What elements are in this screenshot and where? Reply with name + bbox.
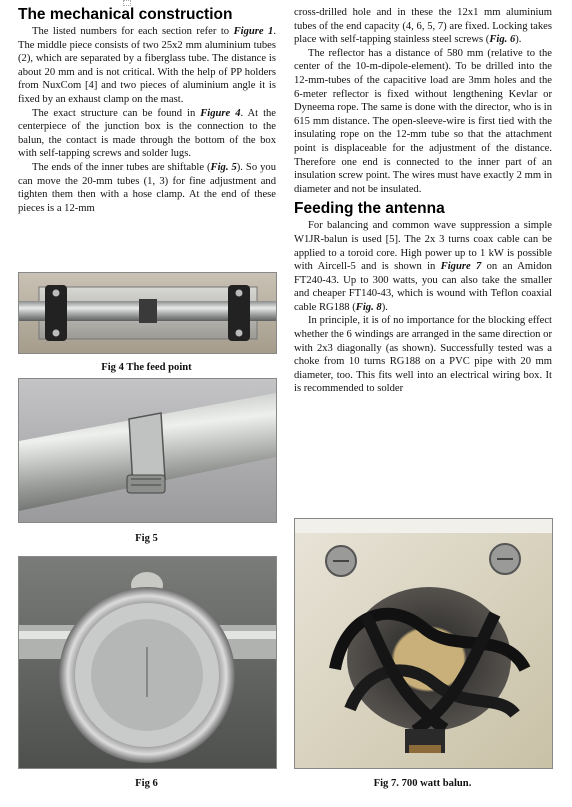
fig4-caption: Fig 4 The feed point xyxy=(101,362,192,373)
figure-ref: Fig. 8 xyxy=(355,301,382,313)
paragraph-continued: cross-drilled hole and in these the 12x1 mm aluminium tubes of the end capacity (4, 6, 5, 7) are fixed. Locking takes place with self-tapping stainless steel screws (Fig. 6). xyxy=(294,7,552,46)
figure-ref: Figure 7 xyxy=(440,261,482,273)
section-heading-mechanical: The mechanical construction xyxy=(18,6,233,23)
hose-clamp-photo xyxy=(18,378,277,523)
figure-ref: Figure 1 xyxy=(233,26,274,37)
paragraph-reflector: The reflector has a distance of 580 mm (relative to the center of the 10-m-dipole-element). To be drilled into the 12-mm-tubes of the capacitive load are 3mm holes and the 6-meter reflector is fixed without lengthening Kevlar or Dyneema rope. The same is done with the director, who is in 615 mm distance. The open-sleeve-wire is first tied with the insulating rope on the 12-mm tube so that the attachment point is displaceable for the adjustment of the distance. Therefore one end is connected to the inner part of an insulation screw point. The wires must have exactly 2 mm in diameter and not be insulated. xyxy=(294,47,552,195)
left-column xyxy=(18,6,276,215)
fig7-caption: Fig 7. 700 watt balun. xyxy=(373,778,472,789)
paragraph-windings: In principle, it is of no importance for the blocking effect whether the 6 windings are arranged in the same direction or with 2x3 diagonally (as shown). Successfully tested was a choke from 10 turns RG188 on a PVC pipe with 20 mm diameter, too. This fits well into an electrical wiring box. It is recommended to solder xyxy=(294,315,552,395)
paragraph-structure: The exact structure can be found in Figure 4. At the centerpiece of the junction box is the connection to the balun, the contact is made through the bottom of the box with self-tapping screws and solder lugs. xyxy=(18,107,277,160)
paragraph-balun: For balancing and common wave suppression a simple W1JR-balun is used [5]. The 2x 3 turns coax cable can be applied to a toroid core. High power up to 1 kW is possible with Aircell-5 and is shown in Figure 7 on an Amidon FT240-43. Up to 300 watts, you can also take the smaller and cheaper FT140-43, which is wound with Teflon coaxial cable RG188 (Fig. 8). xyxy=(294,220,552,313)
right-column xyxy=(294,6,552,396)
paragraph-intro: The listed numbers for each section refer to Figure 1. The middle piece consists of two 25x2 mm aluminium tubes (2), which are separated by a fiberglass tube. The distance is about 20 mm and is not critical. With the help of PP holders from NuxCom [4] and two pieces of aluminium angle it is fixed by an exhaust clamp on the mast. xyxy=(18,26,276,105)
figure-ref: Fig. 6 xyxy=(489,34,516,46)
figure-ref: Figure 4 xyxy=(200,107,241,119)
toroid-balun-photo xyxy=(294,518,553,769)
fig6-caption: Fig 6 xyxy=(135,778,158,789)
paragraph-tubes: The ends of the inner tubes are shiftable (Fig. 5). So you can move the 20-mm tubes (1, 3) for fine adjustment and tighten them then with a hose clamp. At the end of these pieces is a 12-mm xyxy=(18,161,276,214)
figure-ref: Fig. 5 xyxy=(210,161,237,173)
tube-end-photo xyxy=(18,556,277,769)
section-heading-feeding: Feeding the antenna xyxy=(294,200,445,218)
feed-point-photo xyxy=(18,272,277,354)
fig5-caption: Fig 5 xyxy=(135,533,158,544)
